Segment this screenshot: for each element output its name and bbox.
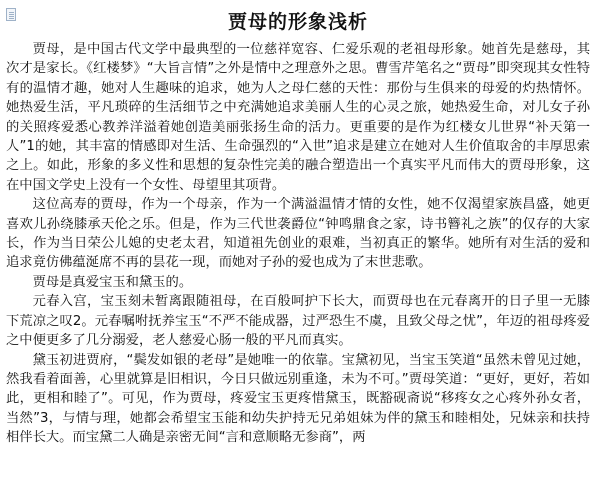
paragraph-1: 贾母，是中国古代文学中最典型的一位慈祥宽容、仁爱乐观的老祖母形象。她首先是慈母，其次才是家长。《红楼梦》“大旨言情”之外是情中之理意外之思。曹雪芹笔名之“贾母”即突现其女性特有的温情才趣，她对人生趣味的追求，她为人之母仁慈的天性：那份与生俱来的母爱的灼热情怀。她热爱生活，平凡琐碎的生活细节之中充满她追求美丽人生的心灵之旅，她热爱生命，对儿女子孙的关照疼爱悉心教养洋溢着她创造美丽张扬生命的活力。更重要的是作为红楼女儿世界“补天第一人”1的她，其丰富的情感即对生活、生命强烈的“入世”追求是建立在她对人生价值取舍的丰厚思索之上。如此，形象的多义性和思想的复杂性完美的融合塑造出一个真实平凡而伟大的贾母形象，这在中国文学史上没有一个女性、母望里其项背。 [6,42,590,193]
paragraph-3: 贾母是真爱宝玉和黛玉的。 [32,274,193,290]
paragraph-5: 黛玉初进贾府，“鬓发如银的老母”是她唯一的依靠。宝黛初见，当宝玉笑道“虽然未曾见过她，然我看着面善，心里就算是旧相识，今日只做远别重逢，未为不可。”贾母笑道：“更好，更好，若如此，更相和睦了”。可见，作为贾母，疼爱宝玉更疼惜黛玉，既豁砚斋说“移疼女之心疼外孙女者，当然”3，与情与理，她都会希望宝玉能和幼失护持无兄弟姐妹为伴的黛玉和睦相处，兄妹亲和扶持相伴长大。而宝黛二人确是亲密无间“言和意顺略无参商”，两 [6,352,590,446]
document-title: 贾母的形象浅析 [227,11,368,33]
paragraph-4: 元春入宫，宝玉刻未暂离跟随祖母，在百般呵护下长大，而贾母也在元春离开的日子里一无膝下荒凉之叹2。元春嘱咐抚养宝玉“不严不能成器，过严恐生不虞，且致父母之忧”，年迈的祖母疼爱之中便更多了几分溺爱，老人慈爱心肠一般的平凡而真实。 [6,294,590,349]
paragraph-2: 这位高寿的贾母，作为一个母亲，作为一个满溢温情才情的女性，她不仅渴望家族昌盛，她更喜欢儿孙绕膝承天伦之乐。但是，作为三代世袭爵位“钟鸣鼎食之家，诗书簪礼之族”的仅存的大家长，作为当日荣公儿媳的史老太君，知道祖先创业的艰难，当初真正的繁华。她所有对生活的爱和追求竟仿佛蕴涎席不再的昙花一现，而她对子孙的爱也成为了末世悲歌。 [6,197,590,271]
